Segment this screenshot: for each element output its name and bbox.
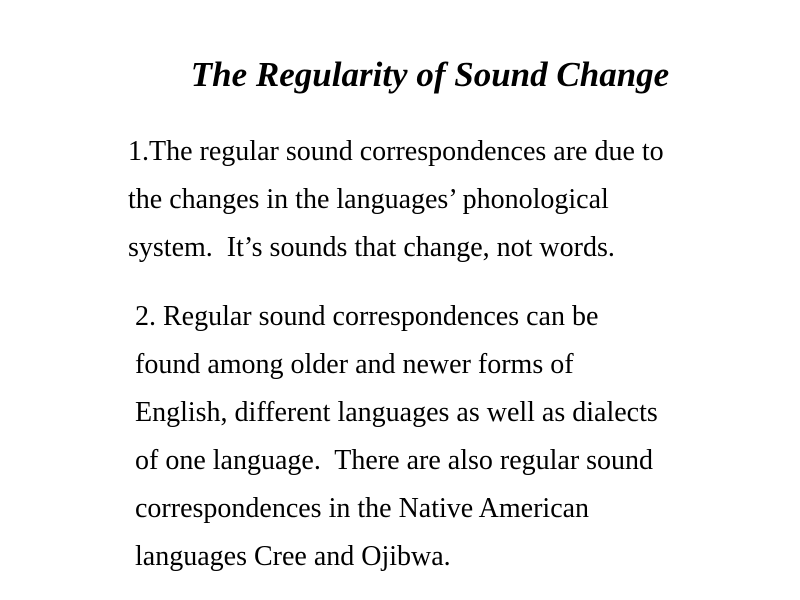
- point-2-line: languages Cree and Ojibwa.: [135, 541, 451, 572]
- point-2-line: English, different languages as well as dialects: [135, 397, 658, 428]
- slide-title: The Regularity of Sound Change: [190, 55, 670, 94]
- point-1-line: 1.The regular sound correspondences are due to: [128, 136, 664, 167]
- point-1-paragraph: [128, 128, 664, 272]
- point-1-line: system. It’s sounds that change, not words.: [128, 232, 615, 263]
- point-2-line: of one language. There are also regular sound: [135, 445, 654, 476]
- point-2-line: found among older and newer forms of: [135, 349, 574, 380]
- point-1-line: the changes in the languages’ phonological: [128, 184, 609, 215]
- point-2-paragraph: [135, 293, 658, 581]
- point-2-line: 2. Regular sound correspondences can be: [135, 301, 599, 332]
- point-2-line: correspondences in the Native American: [135, 493, 590, 524]
